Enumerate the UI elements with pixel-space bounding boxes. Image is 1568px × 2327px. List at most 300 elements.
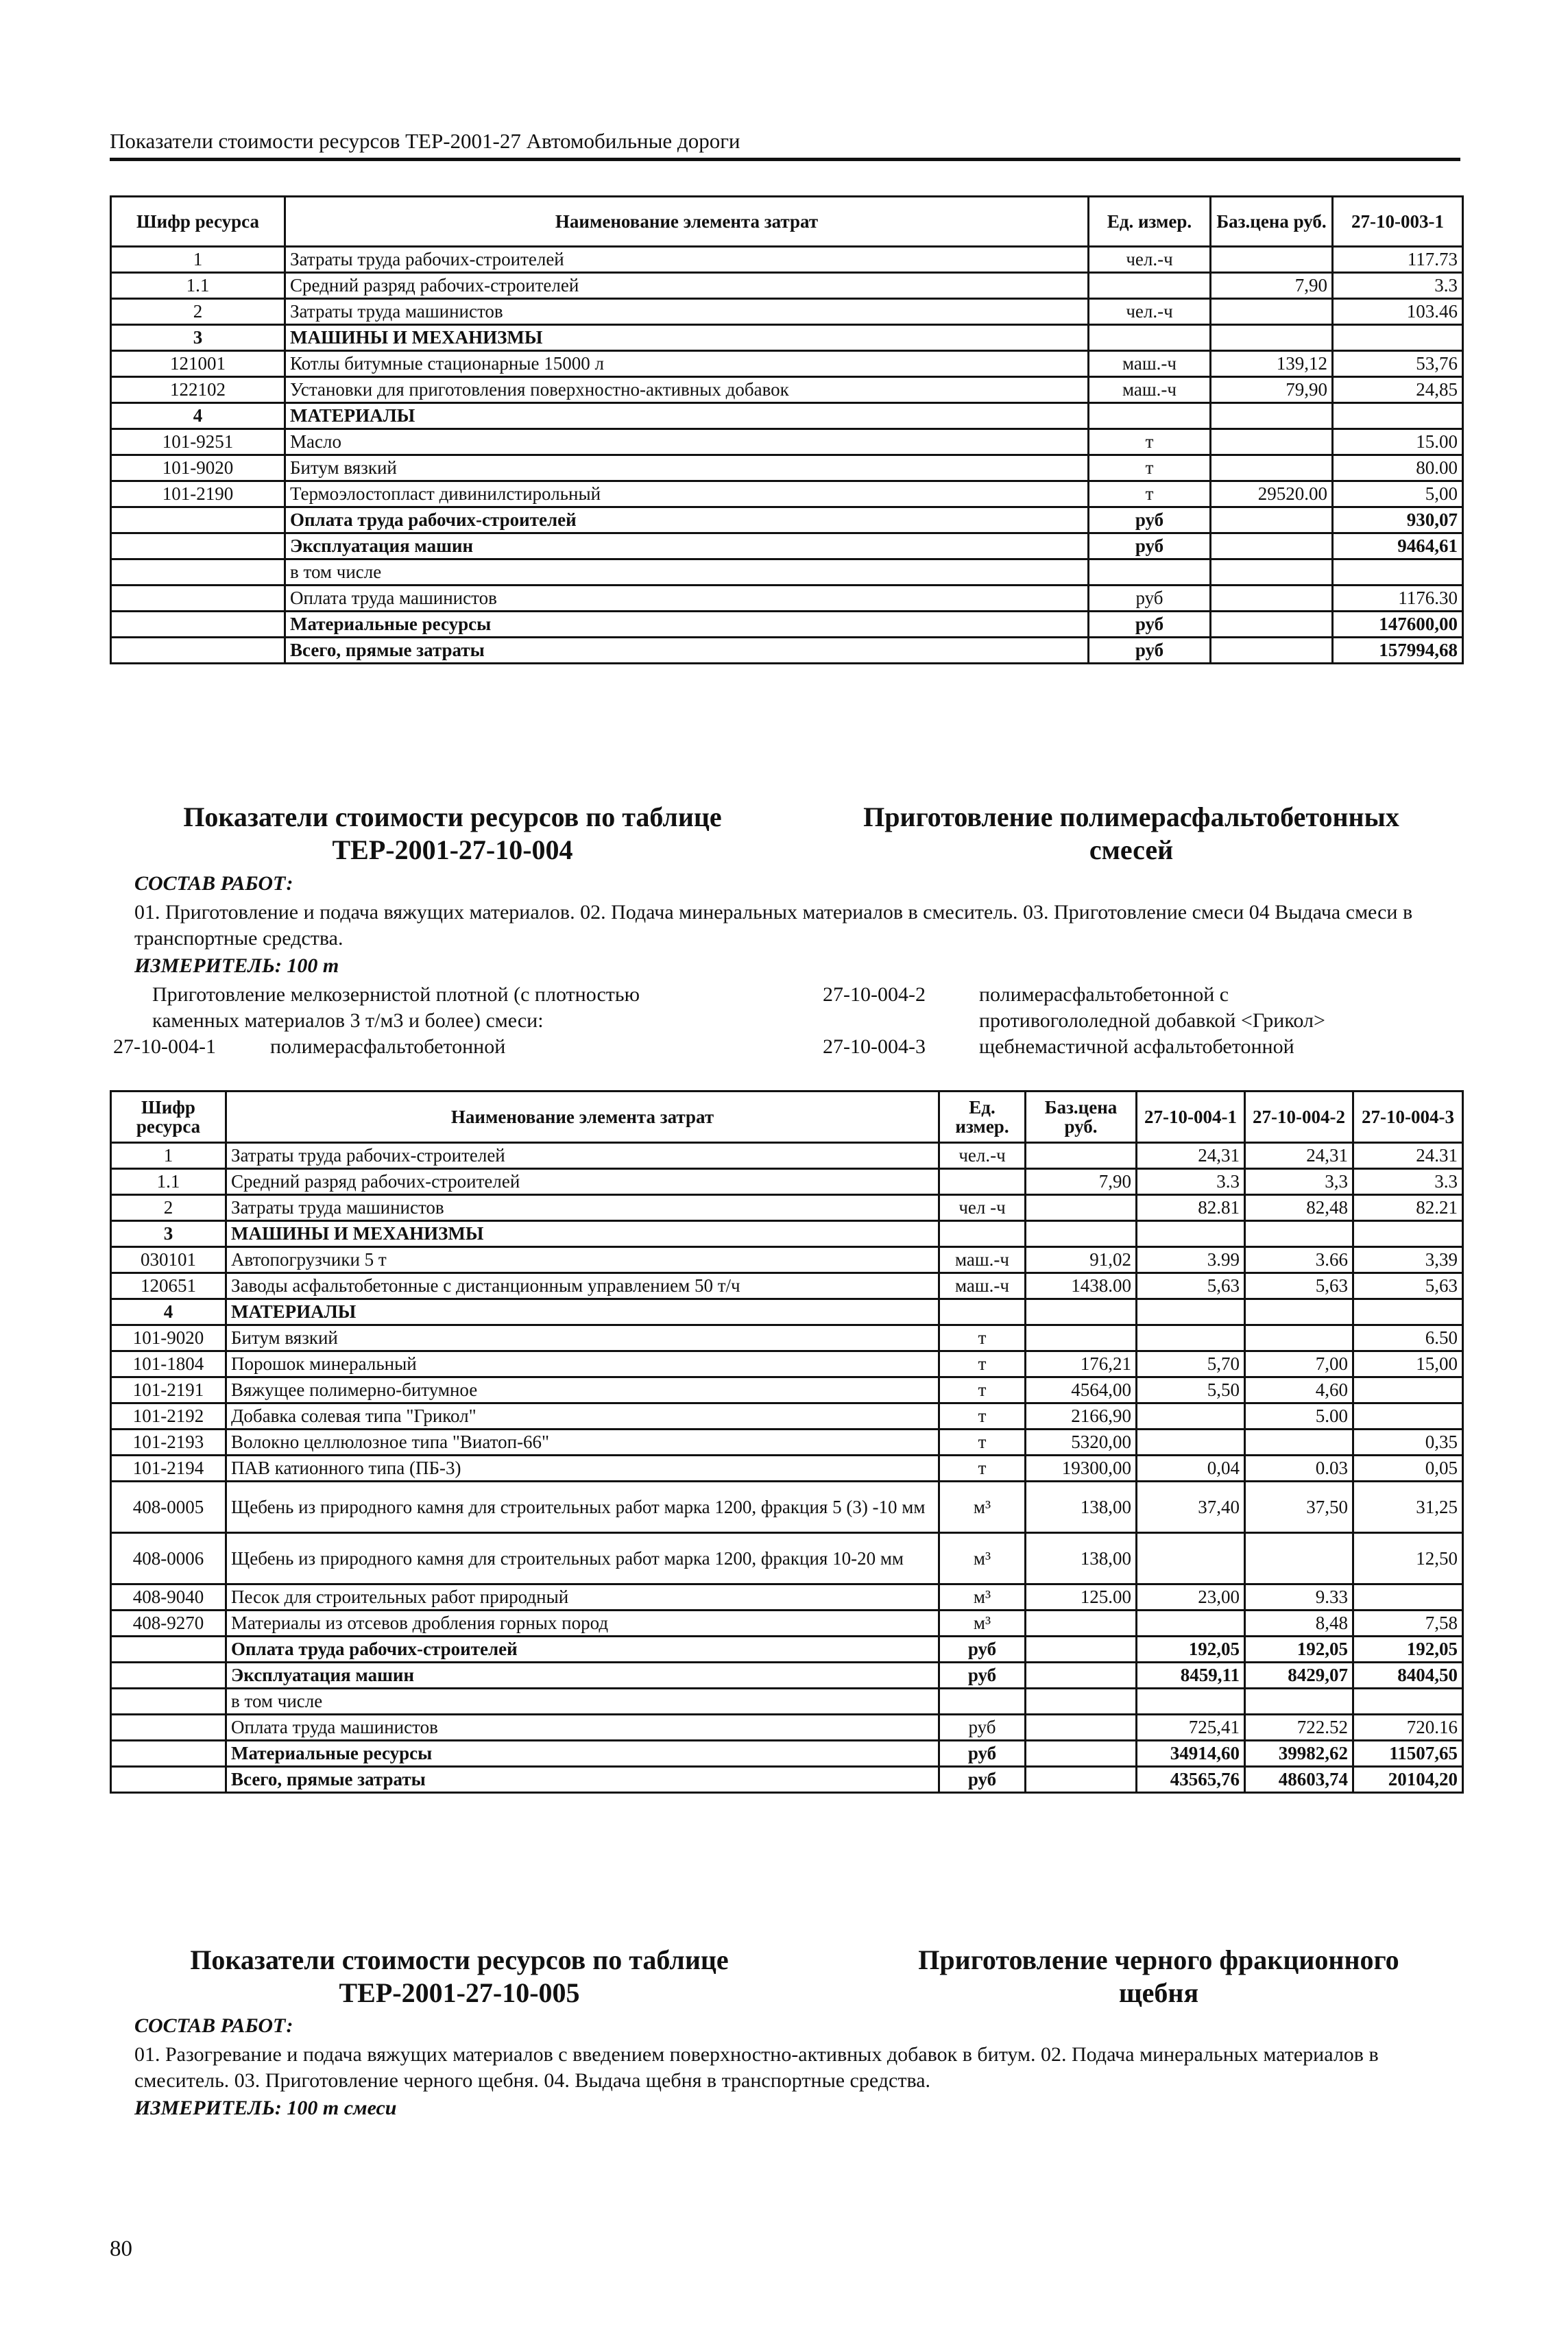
cell-value-2: 24,31 <box>1245 1143 1353 1169</box>
cell-unit: м³ <box>939 1584 1026 1611</box>
col-header-unit: Ед. измер. <box>1089 197 1211 247</box>
cell-price <box>1026 1663 1137 1689</box>
cell-value-2: 5.00 <box>1245 1403 1353 1430</box>
cell-code: 2 <box>111 1195 226 1221</box>
cell-name: Автопогрузчики 5 т <box>226 1247 939 1273</box>
cell-value-3: 3.3 <box>1353 1169 1463 1195</box>
table-row <box>111 612 1463 638</box>
cell-price <box>1211 507 1333 533</box>
cell-code: 101-9020 <box>111 455 285 481</box>
cell-value-3: 5,63 <box>1353 1273 1463 1299</box>
cell-unit <box>1089 403 1211 429</box>
cell-code: 4 <box>111 403 285 429</box>
section2-desc1: полимерасфальтобетонной <box>270 1035 506 1058</box>
cell-price: 4564,00 <box>1026 1377 1137 1403</box>
cell-price: 29520.00 <box>1211 481 1333 507</box>
table-row <box>111 1430 1463 1456</box>
cell-value-1: 53,76 <box>1333 351 1463 377</box>
cell-value-1 <box>1137 1299 1245 1325</box>
cell-price: 19300,00 <box>1026 1456 1137 1482</box>
cell-value-2 <box>1245 1299 1353 1325</box>
table-row <box>111 533 1463 559</box>
cell-unit: т <box>939 1325 1026 1351</box>
cell-name: МАШИНЫ И МЕХАНИЗМЫ <box>285 325 1089 351</box>
section2-desc2a: полимерасфальтобетонной с <box>979 983 1229 1006</box>
cell-price: 125.00 <box>1026 1584 1137 1611</box>
cell-name: Битум вязкий <box>285 455 1089 481</box>
cell-code: 2 <box>111 299 285 325</box>
cell-name: Материальные ресурсы <box>226 1741 939 1767</box>
cell-value-1: 5,63 <box>1137 1273 1245 1299</box>
cell-name: МАТЕРИАЛЫ <box>285 403 1089 429</box>
section2-intro-b: каменных материалов 3 т/м3 и более) смеси: <box>152 1009 544 1032</box>
header-rule <box>110 158 1460 161</box>
cell-unit: т <box>939 1430 1026 1456</box>
cell-code <box>111 638 285 664</box>
cell-name: Оплата труда машинистов <box>226 1715 939 1741</box>
cell-unit: т <box>939 1403 1026 1430</box>
table-row <box>111 1767 1463 1793</box>
cell-value-2: 3,3 <box>1245 1169 1353 1195</box>
cell-price <box>1026 1325 1137 1351</box>
cell-unit: руб <box>1089 586 1211 612</box>
cell-unit: чел.-ч <box>1089 299 1211 325</box>
cell-unit: т <box>1089 429 1211 455</box>
page-number: 80 <box>110 2236 132 2261</box>
cell-price <box>1026 1715 1137 1741</box>
table-header-row <box>111 1092 1463 1143</box>
table-row <box>111 1584 1463 1611</box>
cell-value-3: 6.50 <box>1353 1325 1463 1351</box>
col-header-price: Баз.цена руб. <box>1026 1092 1137 1143</box>
table-row <box>111 1611 1463 1637</box>
cell-code: 101-9020 <box>111 1325 226 1351</box>
table-row <box>111 507 1463 533</box>
cell-value-3 <box>1353 1584 1463 1611</box>
cell-value-1: 80.00 <box>1333 455 1463 481</box>
cell-name: Вяжущее полимерно-битумное <box>226 1377 939 1403</box>
cell-code <box>111 1715 226 1741</box>
cell-value-3: 31,25 <box>1353 1482 1463 1533</box>
cell-value-1: 24,31 <box>1137 1143 1245 1169</box>
cell-code <box>111 612 285 638</box>
cell-code: 030101 <box>111 1247 226 1273</box>
cell-value-3: 82.21 <box>1353 1195 1463 1221</box>
cell-code: 120651 <box>111 1273 226 1299</box>
cell-value-1 <box>1333 325 1463 351</box>
cell-name: Установки для приготовления поверхностно-активных добавок <box>285 377 1089 403</box>
cell-code: 4 <box>111 1299 226 1325</box>
cell-code <box>111 1663 226 1689</box>
table-row <box>111 1482 1463 1533</box>
cell-price: 138,00 <box>1026 1533 1137 1584</box>
col-header-name: Наименование элемента затрат <box>285 197 1089 247</box>
cell-value-3: 7,58 <box>1353 1611 1463 1637</box>
cell-code: 101-2192 <box>111 1403 226 1430</box>
cell-unit: руб <box>939 1663 1026 1689</box>
cell-unit: чел.-ч <box>939 1143 1026 1169</box>
cell-code: 1.1 <box>111 273 285 299</box>
cell-value-2: 82,48 <box>1245 1195 1353 1221</box>
cell-value-3: 20104,20 <box>1353 1767 1463 1793</box>
col-header-code: Шифр ресурса <box>111 1092 226 1143</box>
cell-price: 176,21 <box>1026 1351 1137 1377</box>
cell-value-1 <box>1137 1325 1245 1351</box>
cell-code: 408-9270 <box>111 1611 226 1637</box>
cell-name: в том числе <box>285 559 1089 586</box>
cell-price: 5320,00 <box>1026 1430 1137 1456</box>
cell-code: 101-2194 <box>111 1456 226 1482</box>
cell-price <box>1211 638 1333 664</box>
cell-price <box>1026 1299 1137 1325</box>
cell-value-3: 0,05 <box>1353 1456 1463 1482</box>
cell-code: 121001 <box>111 351 285 377</box>
cell-value-2: 39982,62 <box>1245 1741 1353 1767</box>
cell-value-1: 9464,61 <box>1333 533 1463 559</box>
cell-unit <box>1089 325 1211 351</box>
table-row <box>111 1689 1463 1715</box>
cell-value-2: 192,05 <box>1245 1637 1353 1663</box>
table-row <box>111 403 1463 429</box>
resource-table-27-10-003 <box>110 195 1464 664</box>
cell-unit: руб <box>939 1715 1026 1741</box>
cell-value-3: 8404,50 <box>1353 1663 1463 1689</box>
cell-unit: руб <box>939 1637 1026 1663</box>
table-row <box>111 1169 1463 1195</box>
cell-value-2: 9.33 <box>1245 1584 1353 1611</box>
cell-value-2: 7,00 <box>1245 1351 1353 1377</box>
table-row <box>111 1715 1463 1741</box>
section2-desc2b: противогололедной добавкой <Грикол> <box>979 1009 1325 1032</box>
cell-price <box>1211 325 1333 351</box>
table-row <box>111 1143 1463 1169</box>
cell-value-1: 23,00 <box>1137 1584 1245 1611</box>
cell-value-2 <box>1245 1325 1353 1351</box>
cell-value-3: 192,05 <box>1353 1637 1463 1663</box>
cell-name: Заводы асфальтобетонные с дистанционным управлением 50 т/ч <box>226 1273 939 1299</box>
cell-price <box>1211 247 1333 273</box>
cell-price <box>1026 1767 1137 1793</box>
cell-name: Эксплуатация машин <box>285 533 1089 559</box>
cell-name: Оплата труда рабочих-строителей <box>285 507 1089 533</box>
cell-unit: т <box>1089 481 1211 507</box>
cell-name: Затраты труда машинистов <box>226 1195 939 1221</box>
cell-unit: т <box>939 1456 1026 1482</box>
cell-unit <box>939 1169 1026 1195</box>
page-header: Показатели стоимости ресурсов ТЕР-2001-27 Автомобильные дороги <box>110 129 740 153</box>
table-row <box>111 638 1463 664</box>
cell-code: 101-9251 <box>111 429 285 455</box>
cell-unit: т <box>939 1351 1026 1377</box>
col-header-unit: Ед. измер. <box>939 1092 1026 1143</box>
cell-price <box>1026 1221 1137 1247</box>
cell-name: Затраты труда рабочих-строителей <box>285 247 1089 273</box>
cell-code <box>111 1689 226 1715</box>
cell-price: 91,02 <box>1026 1247 1137 1273</box>
cell-value-3 <box>1353 1299 1463 1325</box>
cell-value-2 <box>1245 1430 1353 1456</box>
cell-name: Средний разряд рабочих-строителей <box>226 1169 939 1195</box>
cell-name: Песок для строительных работ природный <box>226 1584 939 1611</box>
cell-code: 408-0006 <box>111 1533 226 1584</box>
cell-value-3: 3,39 <box>1353 1247 1463 1273</box>
table-row <box>111 1403 1463 1430</box>
cell-unit <box>1089 559 1211 586</box>
cell-price <box>1211 429 1333 455</box>
resource-table-27-10-004 <box>110 1090 1464 1794</box>
cell-name: Эксплуатация машин <box>226 1663 939 1689</box>
table-row <box>111 377 1463 403</box>
cell-value-2: 3.66 <box>1245 1247 1353 1273</box>
section2-code1: 27-10-004-1 <box>113 1035 216 1058</box>
cell-price: 7,90 <box>1026 1169 1137 1195</box>
table-header-row <box>111 197 1463 247</box>
table-row <box>111 1456 1463 1482</box>
section3-work-label: СОСТАВ РАБОТ: <box>134 2014 293 2037</box>
table-row <box>111 247 1463 273</box>
cell-value-2: 37,50 <box>1245 1482 1353 1533</box>
cell-unit <box>939 1689 1026 1715</box>
cell-unit: руб <box>939 1741 1026 1767</box>
cell-value-1: 0,04 <box>1137 1456 1245 1482</box>
section2-work-label: СОСТАВ РАБОТ: <box>134 872 293 895</box>
cell-unit <box>1089 273 1211 299</box>
col-header-name: Наименование элемента затрат <box>226 1092 939 1143</box>
cell-name: Оплата труда машинистов <box>285 586 1089 612</box>
table-row <box>111 481 1463 507</box>
cell-code: 1.1 <box>111 1169 226 1195</box>
cell-code: 101-1804 <box>111 1351 226 1377</box>
cell-value-1: 147600,00 <box>1333 612 1463 638</box>
cell-value-1: 34914,60 <box>1137 1741 1245 1767</box>
cell-name: МАТЕРИАЛЫ <box>226 1299 939 1325</box>
cell-name: в том числе <box>226 1689 939 1715</box>
cell-value-1: 8459,11 <box>1137 1663 1245 1689</box>
cell-value-1: 930,07 <box>1333 507 1463 533</box>
cell-price <box>1026 1689 1137 1715</box>
cell-name: Материальные ресурсы <box>285 612 1089 638</box>
table-row <box>111 1351 1463 1377</box>
col-header-norm-1: 27-10-004-1 <box>1137 1092 1245 1143</box>
cell-value-2 <box>1245 1689 1353 1715</box>
cell-value-2: 8429,07 <box>1245 1663 1353 1689</box>
cell-price <box>1026 1143 1137 1169</box>
table-row <box>111 1663 1463 1689</box>
cell-unit: т <box>1089 455 1211 481</box>
cell-code: 408-9040 <box>111 1584 226 1611</box>
cell-value-2 <box>1245 1533 1353 1584</box>
cell-value-1 <box>1333 559 1463 586</box>
cell-unit: маш.-ч <box>939 1273 1026 1299</box>
cell-price <box>1211 403 1333 429</box>
cell-name: Битум вязкий <box>226 1325 939 1351</box>
cell-unit: т <box>939 1377 1026 1403</box>
cell-price: 1438.00 <box>1026 1273 1137 1299</box>
cell-unit: руб <box>1089 638 1211 664</box>
section2-meter-label: ИЗМЕРИТЕЛЬ: 100 т <box>134 954 339 977</box>
col-header-norm-3: 27-10-004-3 <box>1353 1092 1463 1143</box>
cell-value-1: 5,50 <box>1137 1377 1245 1403</box>
cell-value-1 <box>1137 1611 1245 1637</box>
cell-code: 101-2191 <box>111 1377 226 1403</box>
cell-name: Щебень из природного камня для строительных работ марка 1200, фракция 10-20 мм <box>226 1533 939 1584</box>
cell-value-3: 0,35 <box>1353 1430 1463 1456</box>
cell-code <box>111 533 285 559</box>
table-row <box>111 1247 1463 1273</box>
cell-name: ПАВ катионного типа (ПБ-3) <box>226 1456 939 1482</box>
table-row <box>111 1377 1463 1403</box>
cell-price: 79,90 <box>1211 377 1333 403</box>
section2-title-right: Приготовление полимерасфальтобетонных смесей <box>863 801 1399 865</box>
cell-unit: руб <box>1089 533 1211 559</box>
cell-name: Котлы битумные стационарные 15000 л <box>285 351 1089 377</box>
cell-name: Добавка солевая типа "Грикол" <box>226 1403 939 1430</box>
cell-value-2 <box>1245 1221 1353 1247</box>
cell-name: Масло <box>285 429 1089 455</box>
cell-unit: руб <box>1089 612 1211 638</box>
cell-value-3: 720.16 <box>1353 1715 1463 1741</box>
section2-work-text: 01. Приготовление и подача вяжущих материалов. 02. Подача минеральных материалов в смеситель. 03. Приготовление смеси 04 Выдача смеси в транспортные средства. <box>134 901 1413 950</box>
cell-price <box>1211 455 1333 481</box>
cell-unit: м³ <box>939 1611 1026 1637</box>
cell-price: 2166,90 <box>1026 1403 1137 1430</box>
cell-value-2: 722.52 <box>1245 1715 1353 1741</box>
table-row <box>111 429 1463 455</box>
cell-name: Средний разряд рабочих-строителей <box>285 273 1089 299</box>
cell-value-2: 8,48 <box>1245 1611 1353 1637</box>
cell-name: МАШИНЫ И МЕХАНИЗМЫ <box>226 1221 939 1247</box>
cell-value-1: 5,70 <box>1137 1351 1245 1377</box>
cell-name: Волокно целлюлозное типа "Виатоп-66" <box>226 1430 939 1456</box>
cell-value-3: 11507,65 <box>1353 1741 1463 1767</box>
cell-value-2: 4,60 <box>1245 1377 1353 1403</box>
section3-work-text: 01. Разогревание и подача вяжущих материалов с введением поверхностно-активных добавок в битум. 02. Подача минеральных материалов в смеситель. 03. Приготовление черного щебня. 04. Выдача щебня в транспортные средства. <box>134 2043 1379 2092</box>
cell-name: Термоэлостопласт дивинилстирольный <box>285 481 1089 507</box>
cell-value-1: 43565,76 <box>1137 1767 1245 1793</box>
cell-code: 101-2193 <box>111 1430 226 1456</box>
cell-value-1 <box>1137 1403 1245 1430</box>
cell-unit: маш.-ч <box>1089 377 1211 403</box>
table-row <box>111 351 1463 377</box>
section2-intro-a: Приготовление мелкозернистой плотной (с плотностью <box>152 983 640 1006</box>
cell-code: 1 <box>111 247 285 273</box>
cell-price <box>1026 1195 1137 1221</box>
cell-unit: чел.-ч <box>1089 247 1211 273</box>
cell-price <box>1211 533 1333 559</box>
section3-meter-label: ИЗМЕРИТЕЛЬ: 100 т смеси <box>134 2097 397 2119</box>
cell-code: 101-2190 <box>111 481 285 507</box>
col-header-norm-2: 27-10-004-2 <box>1245 1092 1353 1143</box>
table-row <box>111 1221 1463 1247</box>
table-row <box>111 1195 1463 1221</box>
table-row <box>111 273 1463 299</box>
cell-price: 138,00 <box>1026 1482 1137 1533</box>
cell-value-3 <box>1353 1689 1463 1715</box>
col-header-price: Баз.цена руб. <box>1211 197 1333 247</box>
cell-value-1: 82.81 <box>1137 1195 1245 1221</box>
cell-price: 7,90 <box>1211 273 1333 299</box>
cell-value-1 <box>1137 1221 1245 1247</box>
cell-value-2: 0.03 <box>1245 1456 1353 1482</box>
cell-code: 3 <box>111 1221 226 1247</box>
cell-value-3: 15,00 <box>1353 1351 1463 1377</box>
cell-name: Затраты труда рабочих-строителей <box>226 1143 939 1169</box>
cell-unit: маш.-ч <box>1089 351 1211 377</box>
cell-value-1 <box>1137 1430 1245 1456</box>
cell-unit <box>939 1299 1026 1325</box>
cell-value-1: 725,41 <box>1137 1715 1245 1741</box>
cell-unit: маш.-ч <box>939 1247 1026 1273</box>
cell-price <box>1026 1637 1137 1663</box>
cell-value-1 <box>1137 1689 1245 1715</box>
cell-code: 3 <box>111 325 285 351</box>
cell-value-2: 48603,74 <box>1245 1767 1353 1793</box>
section2-code3: 27-10-004-3 <box>823 1035 926 1058</box>
cell-code <box>111 559 285 586</box>
section3-title-left: Показатели стоимости ресурсов по таблице ТЕР-2001-27-10-005 <box>190 1944 729 2008</box>
cell-code <box>111 507 285 533</box>
cell-price <box>1211 299 1333 325</box>
section3-title-right: Приготовление черного фракционного щебня <box>918 1944 1399 2008</box>
cell-value-1: 3.3 <box>1137 1169 1245 1195</box>
cell-unit: руб <box>939 1767 1026 1793</box>
cell-value-2: 5,63 <box>1245 1273 1353 1299</box>
cell-value-3: 12,50 <box>1353 1533 1463 1584</box>
cell-price <box>1026 1741 1137 1767</box>
table-row <box>111 1299 1463 1325</box>
section2-desc3: щебнемастичной асфальтобетонной <box>979 1035 1294 1058</box>
table-row <box>111 299 1463 325</box>
cell-value-1: 5,00 <box>1333 481 1463 507</box>
cell-unit: м³ <box>939 1533 1026 1584</box>
cell-name: Материалы из отсевов дробления горных пород <box>226 1611 939 1637</box>
cell-value-3 <box>1353 1403 1463 1430</box>
cell-name: Затраты труда машинистов <box>285 299 1089 325</box>
cell-value-1 <box>1137 1533 1245 1584</box>
table-row <box>111 1741 1463 1767</box>
table-row <box>111 559 1463 586</box>
table-row <box>111 325 1463 351</box>
cell-code: 122102 <box>111 377 285 403</box>
table-row <box>111 1533 1463 1584</box>
cell-value-1: 1176.30 <box>1333 586 1463 612</box>
cell-value-1: 37,40 <box>1137 1482 1245 1533</box>
cell-price <box>1211 586 1333 612</box>
cell-price <box>1211 612 1333 638</box>
table-row <box>111 1637 1463 1663</box>
cell-name: Щебень из природного камня для строительных работ марка 1200, фракция 5 (3) -10 мм <box>226 1482 939 1533</box>
cell-unit <box>939 1221 1026 1247</box>
cell-value-1: 3.99 <box>1137 1247 1245 1273</box>
cell-code <box>111 1637 226 1663</box>
cell-value-3 <box>1353 1221 1463 1247</box>
col-header-norm: 27-10-003-1 <box>1333 197 1463 247</box>
cell-unit: чел -ч <box>939 1195 1026 1221</box>
cell-name: Всего, прямые затраты <box>285 638 1089 664</box>
cell-value-1: 103.46 <box>1333 299 1463 325</box>
cell-value-1: 157994,68 <box>1333 638 1463 664</box>
cell-value-3: 24.31 <box>1353 1143 1463 1169</box>
cell-name: Оплата труда рабочих-строителей <box>226 1637 939 1663</box>
cell-price: 139,12 <box>1211 351 1333 377</box>
cell-value-3 <box>1353 1377 1463 1403</box>
cell-value-1: 24,85 <box>1333 377 1463 403</box>
table-row <box>111 455 1463 481</box>
section2-title-left: Показатели стоимости ресурсов по таблице ТЕР-2001-27-10-004 <box>183 801 722 865</box>
table-row <box>111 1273 1463 1299</box>
cell-code: 1 <box>111 1143 226 1169</box>
cell-unit: руб <box>1089 507 1211 533</box>
